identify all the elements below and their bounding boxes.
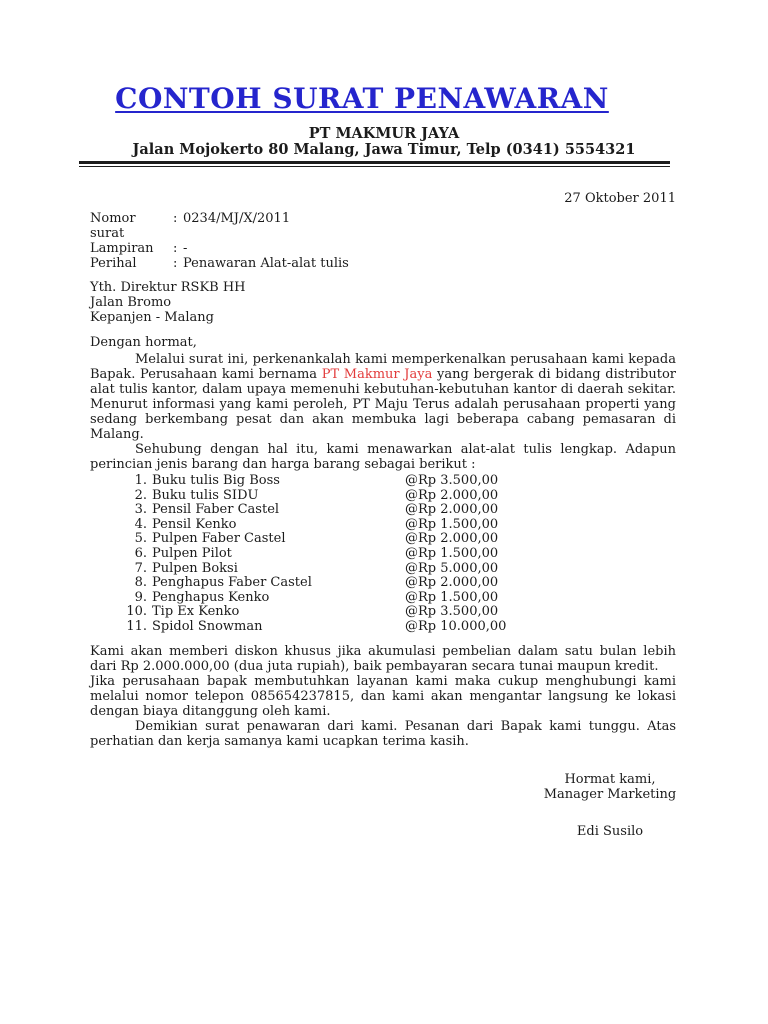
item-price: @Rp 1.500,00 <box>405 589 499 605</box>
item-name: Spidol Snowman <box>152 618 263 634</box>
recipient-address <box>90 280 676 325</box>
item-name: Pulpen Boksi <box>152 560 238 576</box>
item-name: Pensil Faber Castel <box>152 502 280 518</box>
signer-name: Edi Susilo <box>576 823 644 839</box>
item-price: @Rp 10.000,00 <box>405 618 507 634</box>
item-price: @Rp 3.500,00 <box>405 473 499 488</box>
item-name: Tip Ex Kenko <box>152 604 240 620</box>
meta-row-nomor-surat <box>90 211 676 241</box>
meta-label: Lampiran <box>90 241 154 256</box>
meta-value: Penawaran Alat-alat tulis <box>183 256 349 271</box>
item-row <box>90 474 676 489</box>
item-price: @Rp 2.000,00 <box>405 487 499 503</box>
item-number: 2. <box>134 487 147 503</box>
item-number: 6. <box>134 545 147 561</box>
item-number: 3. <box>134 502 147 518</box>
item-price: @Rp 2.000,00 <box>405 575 499 591</box>
item-number: 8. <box>134 575 147 591</box>
closing-block <box>462 772 758 839</box>
body-paragraph-discount: Kami akan memberi diskon khusus jika akumulasi pembelian dalam satu bulan lebih dari Rp 2.000.000,00 (dua juta rupiah), baik pembayaran secara tunai maupun kredit. <box>90 643 676 674</box>
item-number: 9. <box>134 589 147 605</box>
meta-row-perihal <box>90 256 676 271</box>
salutation: Dengan hormat, <box>90 335 197 350</box>
meta-colon: : <box>173 256 178 271</box>
item-price: @Rp 2.000,00 <box>405 502 499 518</box>
body-paragraph-offer: Sehubung dengan hal itu, kami menawarkan alat-alat tulis lengkap. Adapun perincian jenis barang dan harga barang sebagai berikut : <box>90 442 676 472</box>
item-name: Pulpen Faber Castel <box>152 531 286 547</box>
letter-meta <box>90 211 676 271</box>
item-price: @Rp 1.500,00 <box>405 516 499 532</box>
meta-value: 0234/MJ/X/2011 <box>183 211 291 226</box>
meta-colon: : <box>173 241 178 256</box>
item-name: Penghapus Kenko <box>152 589 270 605</box>
body-paragraph-contact: Jika perusahaan bapak membutuhkan layanan kami maka cukup menghubungi kami melalui nomor telepon 085654237815, dan kami akan mengantar langsung ke lokasi dengan biaya ditanggung oleh kami. <box>90 673 676 719</box>
closing-salute: Hormat kami, <box>564 771 656 787</box>
item-row <box>90 503 676 518</box>
recipient-line: Jalan Bromo <box>90 295 172 310</box>
company-name: PT MAKMUR JAYA <box>308 125 460 142</box>
item-name: Pulpen Pilot <box>152 545 232 561</box>
item-row <box>90 605 676 620</box>
meta-label: Nomor surat <box>90 211 136 241</box>
item-price: @Rp 3.500,00 <box>405 604 499 620</box>
item-name: Pensil Kenko <box>152 516 237 532</box>
item-row <box>90 518 676 533</box>
item-price: @Rp 2.000,00 <box>405 531 499 547</box>
meta-row-lampiran <box>90 241 676 256</box>
closing-role: Manager Marketing <box>543 786 677 802</box>
item-row <box>90 620 676 635</box>
page-title: CONTOH SURAT PENAWARAN <box>115 82 609 115</box>
item-number: 10. <box>126 604 147 620</box>
meta-label: Perihal <box>90 256 137 271</box>
letter-body <box>0 191 768 839</box>
item-number: 7. <box>134 560 147 576</box>
letter-date: 27 Oktober 2011 <box>564 191 676 206</box>
company-address: Jalan Mojokerto 80 Malang, Jawa Timur, Telp (0341) 5554321 <box>132 141 636 158</box>
paragraph-text: yang bergerak di bidang distributor alat tulis kantor, dalam upaya memenuhi kebutuhan-kebutuhan kantor di daerah sekitar. Menurut informasi yang kami peroleh, PT Maju Terus adalah perusahaan properti yang sedang berkembang pesat dan akan membuka lagi beberapa cabang pemasaran di Malang. <box>90 367 676 442</box>
item-number: 1. <box>134 473 147 488</box>
meta-colon: : <box>173 211 178 226</box>
item-row <box>90 576 676 591</box>
item-row <box>90 547 676 562</box>
meta-value: - <box>183 241 188 256</box>
recipient-line: Kepanjen - Malang <box>90 310 214 325</box>
body-paragraph-intro <box>90 352 676 442</box>
item-list <box>90 474 676 635</box>
item-price: @Rp 5.000,00 <box>405 560 499 576</box>
item-name: Penghapus Faber Castel <box>152 575 312 591</box>
item-number: 4. <box>134 516 147 532</box>
letterhead-divider <box>79 161 670 167</box>
item-number: 5. <box>134 531 147 547</box>
item-number: 11. <box>126 618 147 634</box>
item-row <box>90 562 676 577</box>
item-row <box>90 591 676 606</box>
body-paragraph-closing: Demikian surat penawaran dari kami. Pesanan dari Bapak kami tunggu. Atas perhatian dan kerja samanya kami ucapkan terima kasih. <box>90 718 676 749</box>
item-name: Buku tulis Big Boss <box>152 473 280 488</box>
item-row <box>90 489 676 504</box>
item-name: Buku tulis SIDU <box>152 487 259 503</box>
recipient-line: Yth. Direktur RSKB HH <box>90 280 246 295</box>
company-name-highlight: PT Makmur Jaya <box>321 367 433 382</box>
item-row <box>90 532 676 547</box>
item-price: @Rp 1.500,00 <box>405 545 499 561</box>
paragraph-text: Melalui surat ini, perkenankalah kami memperkenalkan perusahaan kami kepada Bapak. Perusahaan kami bernama <box>90 352 676 382</box>
